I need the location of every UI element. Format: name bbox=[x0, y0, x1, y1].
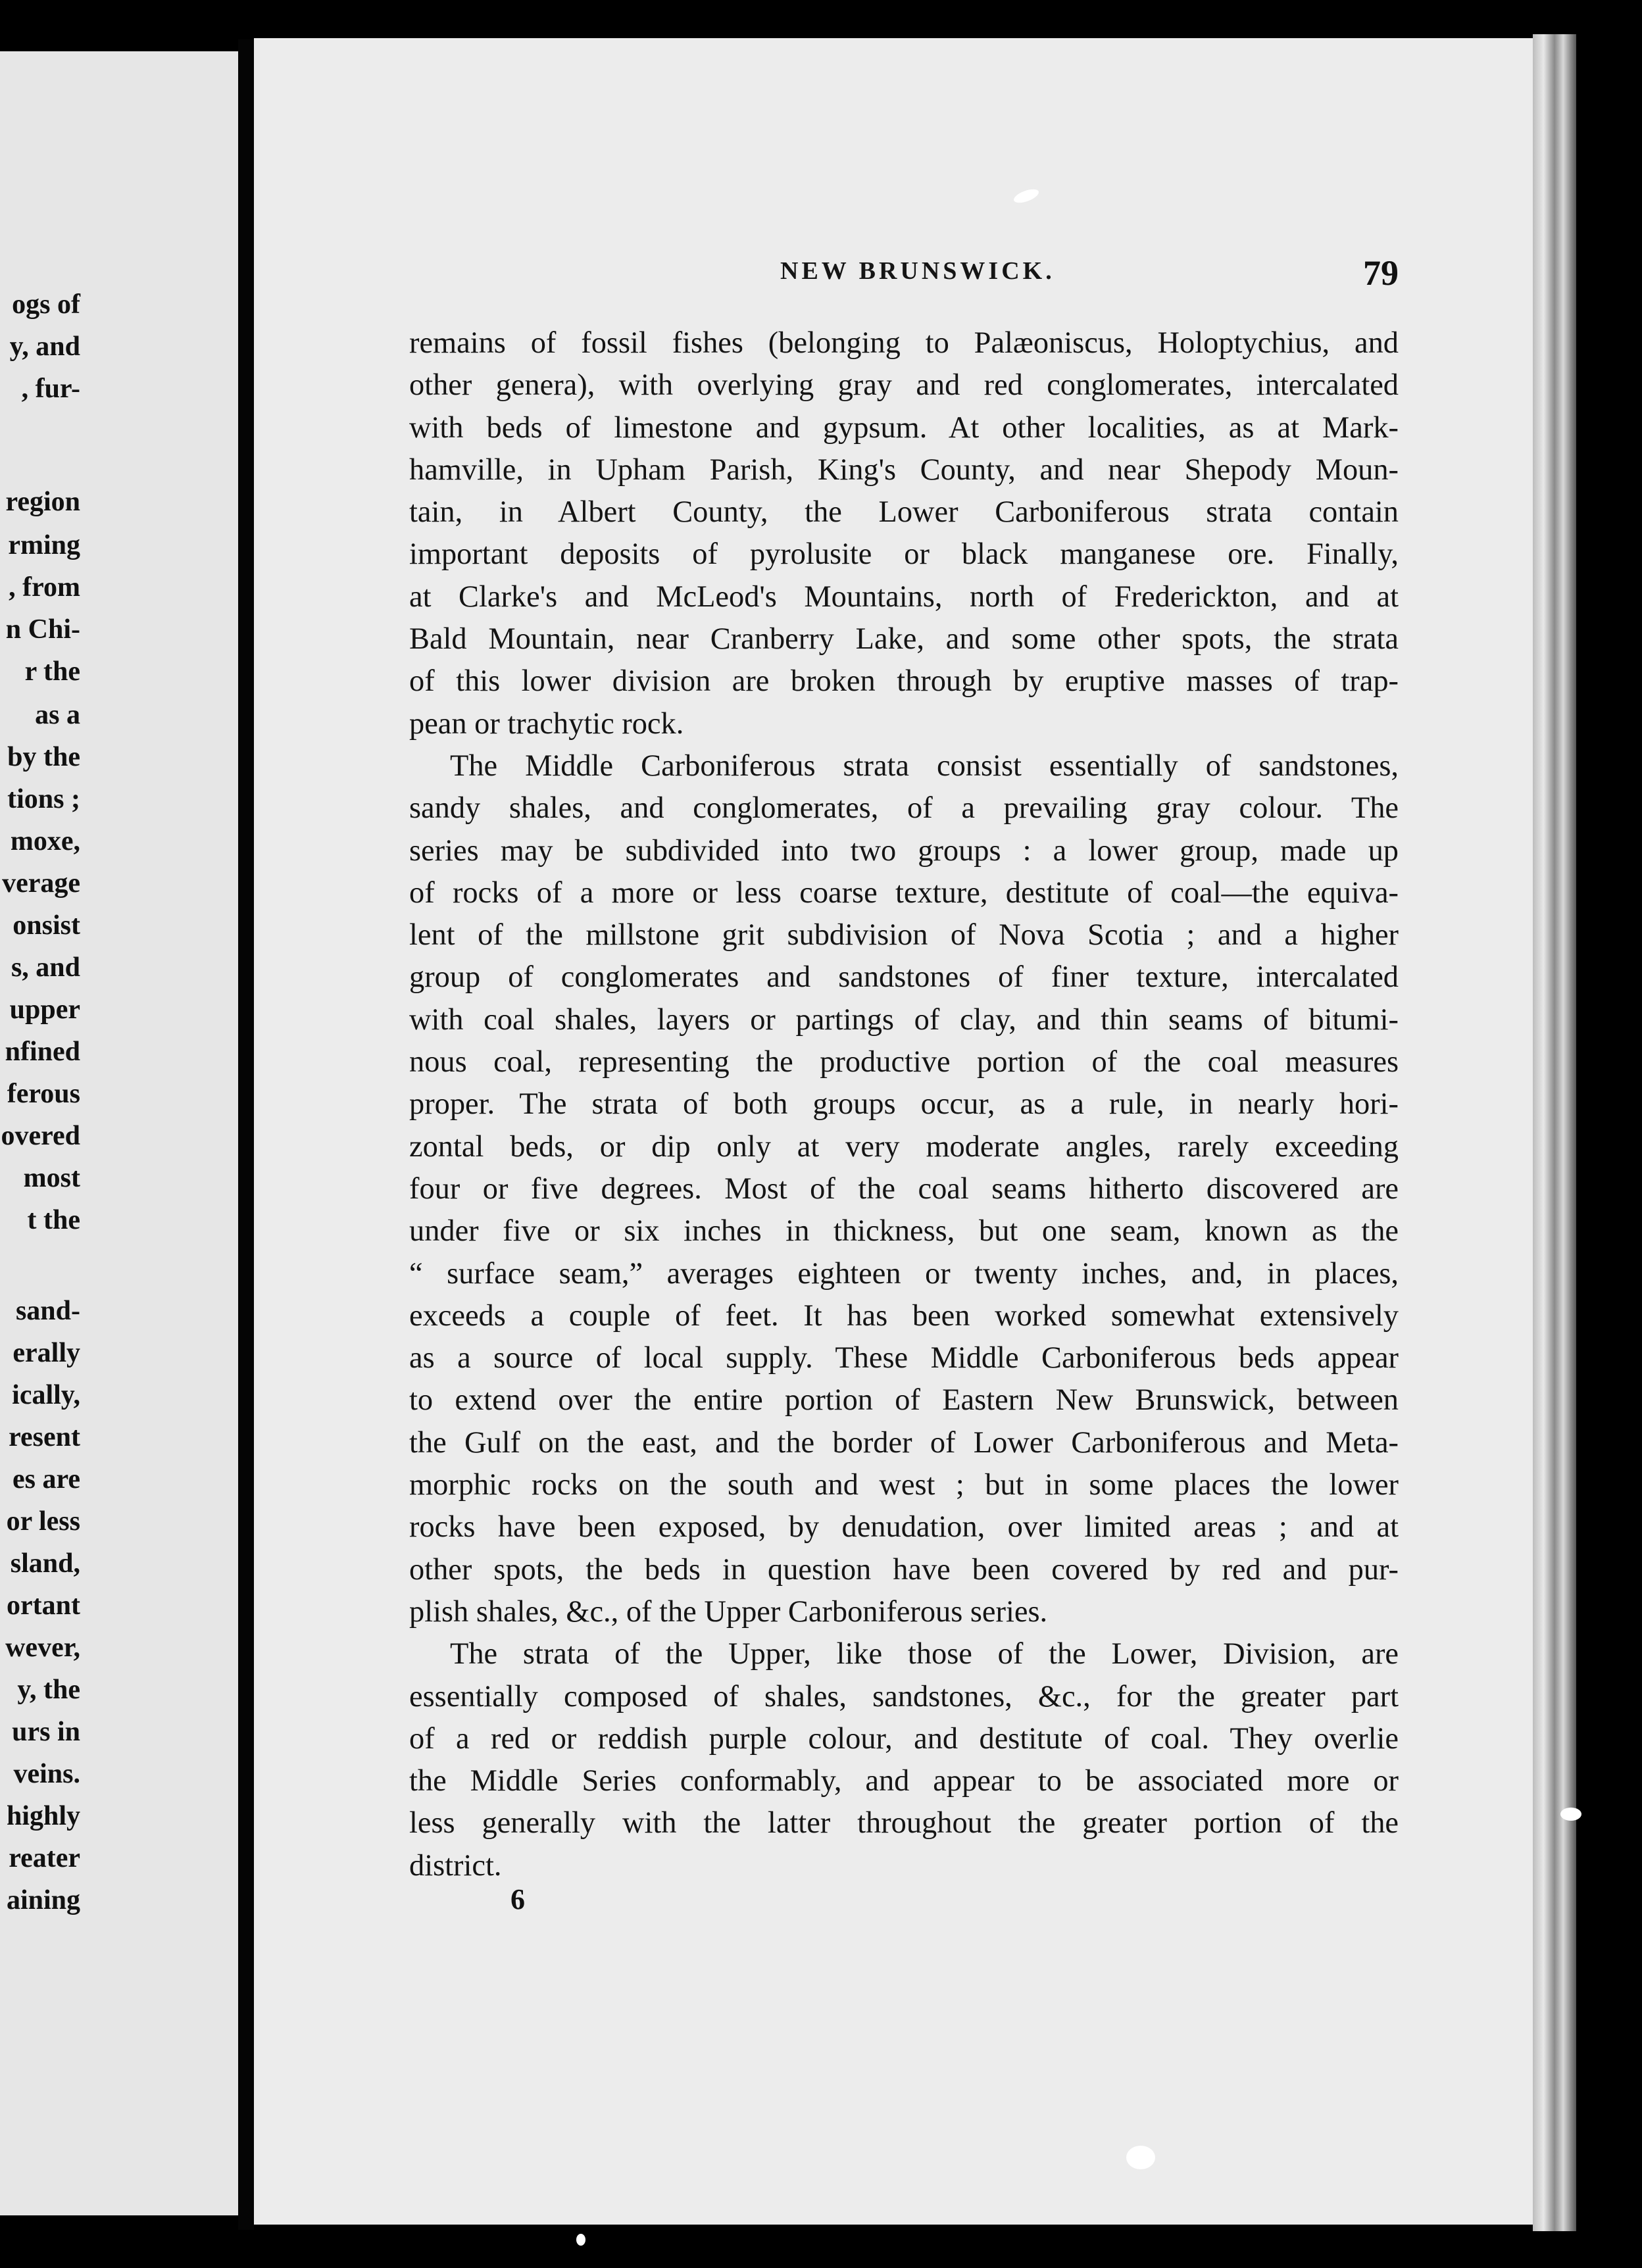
facing-page-fragment: sland, bbox=[10, 1548, 80, 1579]
facing-page-fragment: es are bbox=[12, 1464, 80, 1494]
text-line: tain, in Albert County, the Lower Carboniferous strata contain bbox=[409, 495, 1399, 530]
facing-page-left bbox=[0, 51, 238, 2215]
page-edge-stack bbox=[1533, 34, 1576, 2231]
text-line: Bald Mountain, near Cranberry Lake, and some other spots, the strata bbox=[409, 622, 1399, 656]
text-line: important deposits of pyrolusite or black manganese ore. Finally, bbox=[409, 537, 1399, 572]
text-line: four or five degrees. Most of the coal seams hitherto discovered are bbox=[409, 1171, 1399, 1206]
book-gutter bbox=[238, 39, 254, 2230]
text-line: hamville, in Upham Parish, King's County, and near Shepody Moun- bbox=[409, 453, 1399, 487]
facing-page-fragment: ogs of bbox=[12, 289, 80, 320]
facing-page-fragment: , from bbox=[9, 572, 80, 603]
facing-page-fragment: tions ; bbox=[7, 784, 80, 814]
signature-mark: 6 bbox=[510, 1883, 525, 1915]
text-line: to extend over the entire portion of Eastern New Brunswick, between bbox=[409, 1383, 1399, 1418]
text-line: of this lower division are broken through by eruptive masses of trap- bbox=[409, 664, 1399, 699]
text-line: pean or trachytic rock. bbox=[409, 706, 684, 741]
text-line: district. bbox=[409, 1848, 502, 1883]
facing-page-fragment: veins. bbox=[13, 1759, 80, 1789]
text-line: other genera), with overlying gray and red conglomerates, intercalated bbox=[409, 368, 1399, 403]
facing-page-fragment: by the bbox=[7, 742, 80, 772]
facing-page-fragment: resent bbox=[9, 1422, 80, 1452]
facing-page-fragment: n Chi- bbox=[5, 614, 80, 645]
text-line: of a red or reddish purple colour, and destitute of coal. They overlie bbox=[409, 1721, 1399, 1756]
facing-page-fragment: y, the bbox=[17, 1675, 80, 1705]
facing-page-fragment: overed bbox=[1, 1121, 80, 1151]
text-line: at Clarke's and McLeod's Mountains, north of Frederickton, and at bbox=[409, 579, 1399, 614]
text-line: series may be subdivided into two groups : a lower group, made up bbox=[409, 833, 1399, 868]
facing-page-fragment: , fur- bbox=[21, 374, 80, 404]
facing-page-fragment: s, and bbox=[11, 952, 80, 983]
facing-page-fragment: nfined bbox=[5, 1037, 80, 1067]
text-line: nous coal, representing the productive portion of the coal measures bbox=[409, 1045, 1399, 1079]
text-line: group of conglomerates and sandstones of finer texture, intercalated bbox=[409, 960, 1399, 995]
text-line: other spots, the beds in question have been covered by red and pur- bbox=[409, 1552, 1399, 1587]
text-line: the Gulf on the east, and the border of Lower Carboniferous and Meta- bbox=[409, 1425, 1399, 1460]
facing-page-fragment: t the bbox=[27, 1205, 80, 1235]
facing-page-fragment: moxe, bbox=[10, 826, 80, 856]
text-line: morphic rocks on the south and west ; but in some places the lower bbox=[409, 1468, 1399, 1502]
body-text bbox=[409, 322, 1399, 1887]
facing-page-fragment: erally bbox=[12, 1338, 80, 1368]
text-line: The Middle Carboniferous strata consist essentially of sandstones, bbox=[450, 749, 1399, 783]
facing-page-fragment: ically, bbox=[12, 1380, 80, 1410]
facing-page-fragment: verage bbox=[2, 868, 80, 899]
facing-page-fragment: region bbox=[5, 487, 80, 517]
text-line: zontal beds, or dip only at very moderate angles, rarely exceeding bbox=[409, 1129, 1399, 1164]
running-title: NEW BRUNSWICK. bbox=[780, 257, 1055, 285]
text-line: with coal shales, layers or partings of clay, and thin seams of bitumi- bbox=[409, 1002, 1399, 1037]
text-line: the Middle Series conformably, and appear to be associated more or bbox=[409, 1764, 1399, 1798]
facing-page-fragment: urs in bbox=[12, 1717, 80, 1747]
text-line: The strata of the Upper, like those of the Lower, Division, are bbox=[450, 1637, 1399, 1671]
text-line: proper. The strata of both groups occur, as a rule, in nearly hori- bbox=[409, 1087, 1399, 1122]
text-line: “ surface seam,” averages eighteen or twenty inches, and, in places, bbox=[409, 1256, 1399, 1291]
facing-page-fragment: onsist bbox=[12, 910, 80, 941]
text-line: essentially composed of shales, sandstones, &c., for the greater part bbox=[409, 1679, 1399, 1713]
facing-page-fragment: most bbox=[23, 1163, 80, 1193]
facing-page-fragment: y, and bbox=[9, 332, 80, 362]
page-number: 79 bbox=[1363, 253, 1399, 293]
text-line: rocks have been exposed, by denudation, over limited areas ; and at bbox=[409, 1510, 1399, 1544]
text-line: of rocks of a more or less coarse texture, destitute of coal—the equiva- bbox=[409, 875, 1399, 910]
scan-speck bbox=[1560, 1808, 1581, 1821]
facing-page-fragment: rming bbox=[8, 530, 80, 560]
facing-page-fragment: sand- bbox=[15, 1296, 80, 1326]
text-line: remains of fossil fishes (belonging to Palæoniscus, Holoptychius, and bbox=[409, 326, 1399, 360]
text-line: exceeds a couple of feet. It has been worked somewhat extensively bbox=[409, 1298, 1399, 1333]
facing-page-fragment: aining bbox=[6, 1885, 80, 1915]
text-line: sandy shales, and conglomerates, of a prevailing gray colour. The bbox=[409, 791, 1399, 826]
facing-page-fragment: as a bbox=[35, 700, 80, 730]
facing-page-fragment: upper bbox=[9, 995, 80, 1025]
facing-page-fragment: r the bbox=[24, 656, 80, 687]
text-line: lent of the millstone grit subdivision of Nova Scotia ; and a higher bbox=[409, 918, 1399, 952]
facing-page-fragment: or less bbox=[6, 1506, 80, 1537]
facing-page-fragment: ortant bbox=[7, 1590, 80, 1621]
scan-speck bbox=[576, 2234, 585, 2246]
scan-speck bbox=[1126, 2146, 1155, 2169]
text-line: as a source of local supply. These Middle Carboniferous beds appear bbox=[409, 1341, 1399, 1375]
facing-page-fragment: reater bbox=[9, 1843, 80, 1873]
facing-page-fragment: highly bbox=[6, 1801, 80, 1831]
text-line: with beds of limestone and gypsum. At other localities, as at Mark- bbox=[409, 410, 1399, 445]
facing-page-fragment: wever, bbox=[5, 1633, 80, 1663]
text-line: under five or six inches in thickness, but one seam, known as the bbox=[409, 1214, 1399, 1248]
text-line: plish shales, &c., of the Upper Carboniferous series. bbox=[409, 1594, 1048, 1629]
text-line: less generally with the latter throughout the greater portion of the bbox=[409, 1806, 1399, 1840]
facing-page-fragment: ferous bbox=[7, 1079, 80, 1109]
